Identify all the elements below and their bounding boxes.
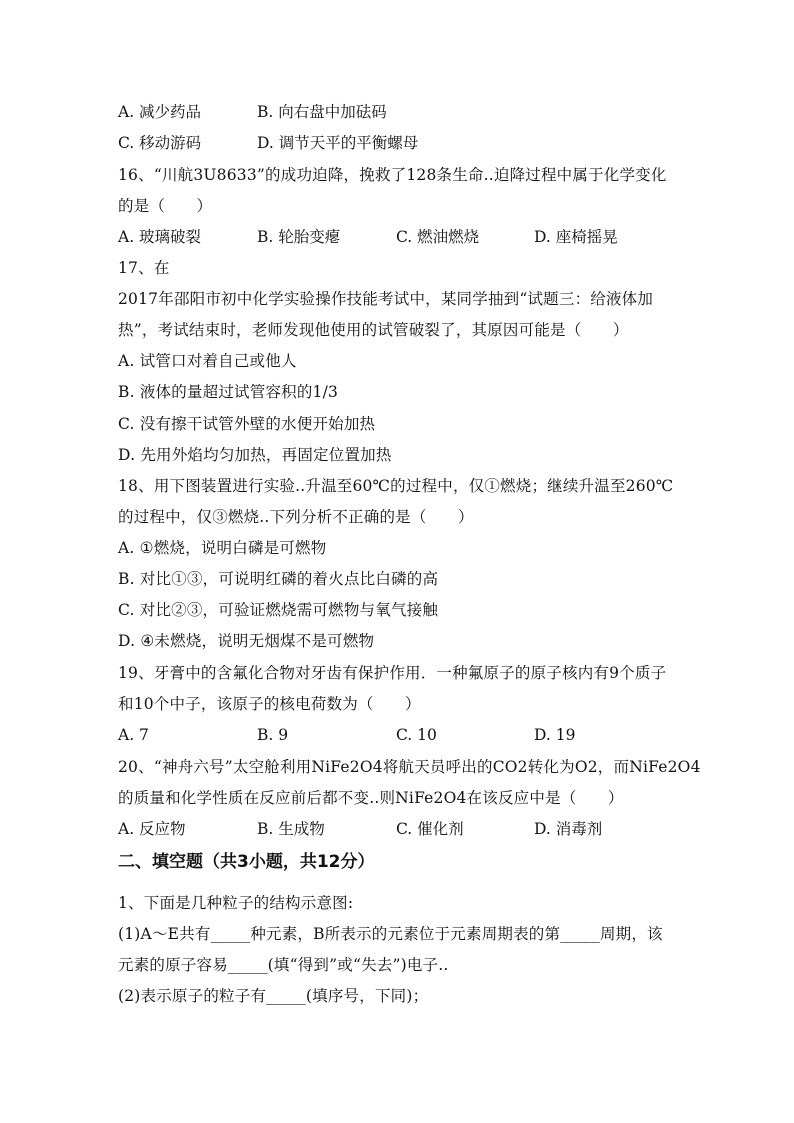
q18-stem-line1: 18、用下图装置进行实验..升温至60℃的过程中，仅①燃烧；继续升温至260℃ — [118, 477, 674, 495]
q20-option-a: A. 反应物 — [118, 820, 186, 838]
q20-stem-line1: 20、“神舟六号”太空舱利用NiFe2O4将航天员呼出的CO2转化为O2，而NiFe2O4 — [118, 758, 701, 776]
q16-option-b: B. 轮胎变瘪 — [257, 228, 341, 246]
q18-stem-line2: 的过程中，仅③燃烧..下列分析不正确的是（ ） — [118, 508, 474, 526]
s2-q1-line1: 1、下面是几种粒子的结构示意图: — [118, 894, 354, 912]
q17-option-c: C. 没有擦干试管外壁的水便开始加热 — [118, 415, 376, 433]
q19-stem-line1: 19、牙膏中的含氟化合物对牙齿有保护作用．一种氟原子的原子核内有9个质子 — [118, 664, 667, 682]
q15-option-a: A. 减少药品 — [118, 103, 202, 121]
q20-stem-line2: 的质量和化学性质在反应前后都不变..则NiFe2O4在该反应中是（ ） — [118, 789, 624, 807]
q16-stem-line2: 的是（ ） — [118, 197, 213, 215]
q18-option-b: B. 对比①③，可说明红磷的着火点比白磷的高 — [118, 570, 439, 588]
s2-q1-line2: (1)A～E共有_____种元素，B所表示的元素位于元素周期表的第_____周期，该 — [118, 925, 663, 943]
section-heading-fill-in: 二、填空题（共3小题，共12分） — [118, 852, 375, 872]
q16-option-c: C. 燃油燃烧 — [396, 228, 480, 246]
q20-option-b: B. 生成物 — [257, 820, 325, 838]
q19-option-d: D. 19 — [534, 726, 576, 744]
s2-q1-line4: (2)表示原子的粒子有_____(填序号，下同)； — [118, 987, 429, 1005]
q16-option-d: D. 座椅摇晃 — [534, 228, 618, 246]
q20-option-c: C. 催化剂 — [396, 820, 464, 838]
q17-stem-line1: 17、在 — [118, 259, 170, 277]
s2-q1-line3: 元素的原子容易_____(填“得到”或“失去”)电子.. — [118, 956, 449, 974]
q16-option-a: A. 玻璃破裂 — [118, 228, 202, 246]
q19-stem-line2: 和10个中子，该原子的核电荷数为（ ） — [118, 695, 421, 713]
q18-option-a: A. ①燃烧，说明白磷是可燃物 — [118, 539, 327, 557]
q18-option-c: C. 对比②③，可验证燃烧需可燃物与氧气接触 — [118, 601, 439, 619]
q19-option-b: B. 9 — [257, 726, 289, 744]
q19-option-c: C. 10 — [396, 726, 437, 744]
q15-option-d: D. 调节天平的平衡螺母 — [257, 134, 419, 152]
q17-stem-line3: 热”，考试结束时，老师发现他使用的试管破裂了，其原因可能是（ ） — [118, 321, 629, 339]
q20-option-d: D. 消毒剂 — [534, 820, 603, 838]
q15-option-c: C. 移动游码 — [118, 134, 202, 152]
q19-option-a: A. 7 — [118, 726, 149, 744]
q15-option-b: B. 向右盘中加砝码 — [257, 103, 387, 121]
q16-stem-line1: 16、“川航3U8633”的成功迫降，挽救了128条生命..迫降过程中属于化学变化 — [118, 166, 667, 184]
q17-option-b: B. 液体的量超过试管容积的1/3 — [118, 383, 339, 401]
q18-option-d: D. ④未燃烧，说明无烟煤不是可燃物 — [118, 632, 375, 650]
q17-stem-line2: 2017年邵阳市初中化学实验操作技能考试中，某同学抽到“试题三：给液体加 — [118, 290, 654, 308]
q17-option-a: A. 试管口对着自己或他人 — [118, 352, 297, 370]
q17-option-d: D. 先用外焰均匀加热，再固定位置加热 — [118, 446, 392, 464]
